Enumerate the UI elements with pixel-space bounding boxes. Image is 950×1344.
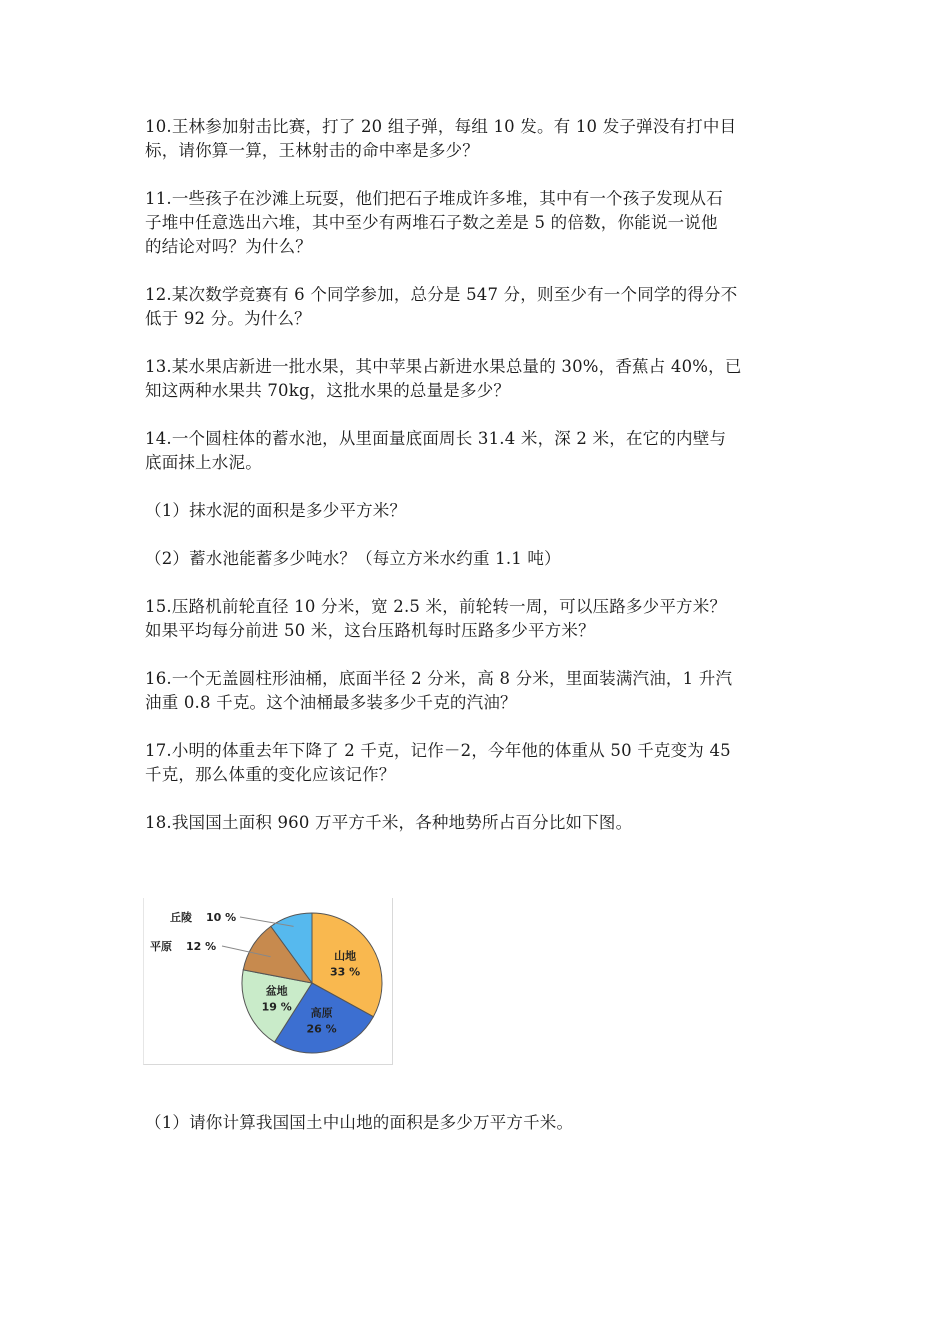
outside-label-pingyuan-value: 12 %	[186, 940, 217, 953]
pie-label-value-2: 19 %	[261, 1000, 292, 1014]
question-14-part-1	[145, 499, 810, 523]
question-11-line-1: 11.一些孩子在沙滩上玩耍，他们把石子堆成许多堆，其中有一个孩子发现从石	[145, 189, 723, 208]
question-18-line: 18.我国国土面积 960 万平方千米，各种地势所占百分比如下图。	[145, 813, 633, 832]
question-10-line-2: 标，请你算一算，王林射击的命中率是多少？	[145, 141, 479, 160]
question-14-part-2-line: （2）蓄水池能蓄多少吨水？（每立方米水约重 1.1 吨）	[145, 549, 561, 568]
question-11-line-2: 子堆中任意选出六堆，其中至少有两堆石子数之差是 5 的倍数，你能说一说他	[145, 213, 718, 232]
question-14-line-1: 14.一个圆柱体的蓄水池，从里面量底面周长 31.4 米，深 2 米，在它的内壁与	[145, 429, 727, 448]
question-16-line-2: 油重 0.8 千克。这个油桶最多装多少千克的汽油？	[145, 693, 517, 712]
pie-label-value-0: 33 %	[330, 965, 361, 979]
question-11-line-3: 的结论对吗？为什么？	[145, 237, 312, 256]
terrain-pie-chart-figure	[143, 898, 393, 1065]
pie-label-value-1: 26 %	[306, 1022, 337, 1036]
pie-label-name-1: 高原	[310, 1006, 333, 1020]
question-16-line-1: 16.一个无盖圆柱形油桶，底面半径 2 分米，高 8 分米，里面装满汽油，1 升汽	[145, 669, 733, 688]
outside-label-pingyuan-name: 平原	[150, 940, 172, 953]
question-12	[145, 283, 810, 331]
question-18-part-1	[145, 1111, 810, 1135]
question-15	[145, 595, 810, 643]
outside-label-qiuling-name: 丘陵	[170, 911, 192, 924]
outside-label-qiuling-value: 10 %	[206, 911, 237, 924]
question-14-line-2: 底面抹上水泥。	[145, 453, 262, 472]
question-14-part-1-line: （1）抹水泥的面积是多少平方米？	[145, 501, 407, 520]
pie-label-name-2: 盆地	[265, 984, 288, 998]
question-14-part-2	[145, 547, 810, 571]
question-15-line-1: 15.压路机前轮直径 10 分米，宽 2.5 米，前轮转一周，可以压路多少平方米？	[145, 597, 727, 616]
question-18	[145, 811, 810, 835]
question-15-line-2: 如果平均每分前进 50 米，这台压路机每时压路多少平方米？	[145, 621, 595, 640]
question-17-line-2: 千克，那么体重的变化应该记作？	[145, 765, 396, 784]
question-10	[145, 115, 810, 163]
question-17	[145, 739, 810, 787]
question-16	[145, 667, 810, 715]
terrain-pie-chart	[144, 898, 392, 1064]
question-18-part-1-line: （1）请你计算我国国土中山地的面积是多少万平方千米。	[145, 1113, 574, 1132]
question-13-line-1: 13.某水果店新进一批水果，其中苹果占新进水果总量的 30%，香蕉占 40%，已	[145, 357, 742, 376]
question-12-line-2: 低于 92 分。为什么？	[145, 309, 311, 328]
question-13-line-2: 知这两种水果共 70kg，这批水果的总量是多少？	[145, 381, 511, 400]
question-14	[145, 427, 810, 475]
question-13	[145, 355, 810, 403]
pie-label-name-0: 山地	[334, 949, 357, 963]
question-11	[145, 187, 810, 259]
question-17-line-1: 17.小明的体重去年下降了 2 千克，记作－2，今年他的体重从 50 千克变为 45	[145, 741, 731, 760]
question-12-line-1: 12.某次数学竞赛有 6 个同学参加，总分是 547 分，则至少有一个同学的得分不	[145, 285, 738, 304]
question-10-line-1: 10.王林参加射击比赛，打了 20 组子弹，每组 10 发。有 10 发子弹没有打中目	[145, 117, 737, 136]
